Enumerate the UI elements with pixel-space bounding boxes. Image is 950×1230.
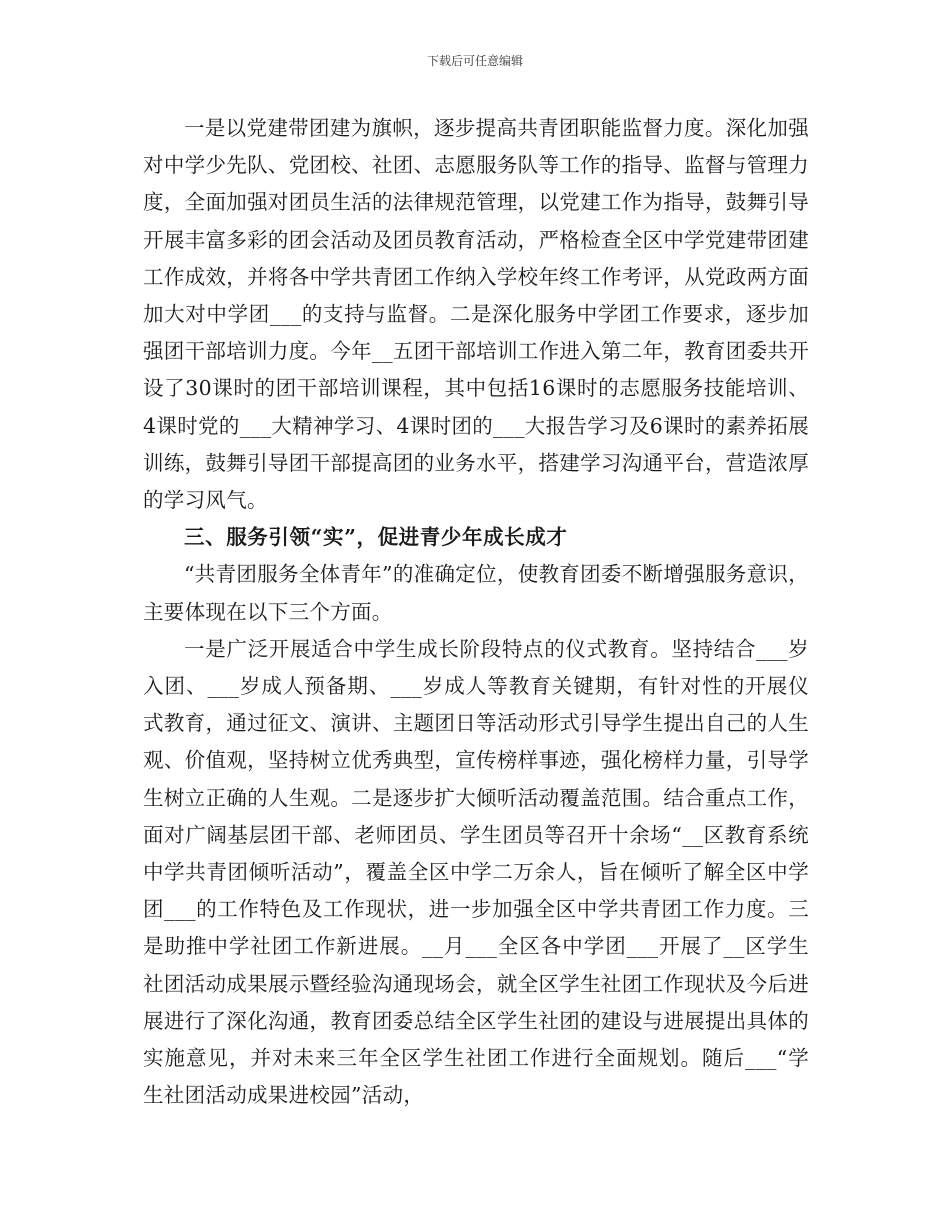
paragraph-ceremony-education: 一是广泛开展适合中学生成长阶段特点的仪式教育。坚持结合___岁入团、___岁成人预备期、___岁成人等教育关键期，有针对性的开展仪式教育，通过征文、演讲、主题团日等活动形式引导学生提出自己的人生观、价值观，坚持树立优秀典型，宣传榜样事迹，强化榜样力量，引导学生树立正确的人生观。二是逐步扩大倾听活动覆盖范围。结合重点工作，面对广阔基层团干部、老师团员、学生团员等召开十余场“__区教育系统中学共青团倾听活动”，覆盖全区中学二万余人，旨在倾听了解全区中学团___的工作特色及工作现状，进一步加强全区中学共青团工作力度。三是助推中学社团工作新进展。__月___全区各中学团___开展了__区学生社团活动成果展示暨经验沟通现场会，就全区学生社团工作现状及今后进展进行了深化沟通，教育团委总结全区学生社团的建设与进展提出具体的实施意见，并对未来三年全区学生社团工作进行全面规划。随后___“学生社团活动成果进校园”活动， [143, 636, 809, 1108]
document-body [143, 110, 809, 1114]
page-header: 下载后可任意编辑 [426, 54, 523, 68]
paragraph-party-building: 一是以党建带团建为旗帜，逐步提高共青团职能监督力度。深化加强对中学少先队、党团校、社团、志愿服务队等工作的指导、监督与管理力度，全面加强对团员生活的法律规范管理，以党建工作为指导，鼓舞引导开展丰富多彩的团会活动及团员教育活动，严格检查全区中学党建带团建工作成效，并将各中学共青团工作纳入学校年终工作考评，从党政两方面加大对中学团___的支持与监督。二是深化服务中学团工作要求，逐步加强团干部培训力度。今年__五团干部培训工作进入第二年，教育团委共开设了30课时的团干部培训课程，其中包括16课时的志愿服务技能培训、4课时党的___大精神学习、4课时团的___大报告学习及6课时的素养拓展训练，鼓舞引导团干部提高团的业务水平，搭建学习沟通平台，营造浓厚的学习风气。 [143, 116, 809, 513]
paragraph-service-positioning: “共青团服务全体青年”的准确定位，使教育团委不断增强服务意识，主要体现在以下三个方面。 [143, 562, 809, 624]
section-heading-3: 三、服务引领“实”，促进青少年成长成才 [184, 525, 568, 550]
